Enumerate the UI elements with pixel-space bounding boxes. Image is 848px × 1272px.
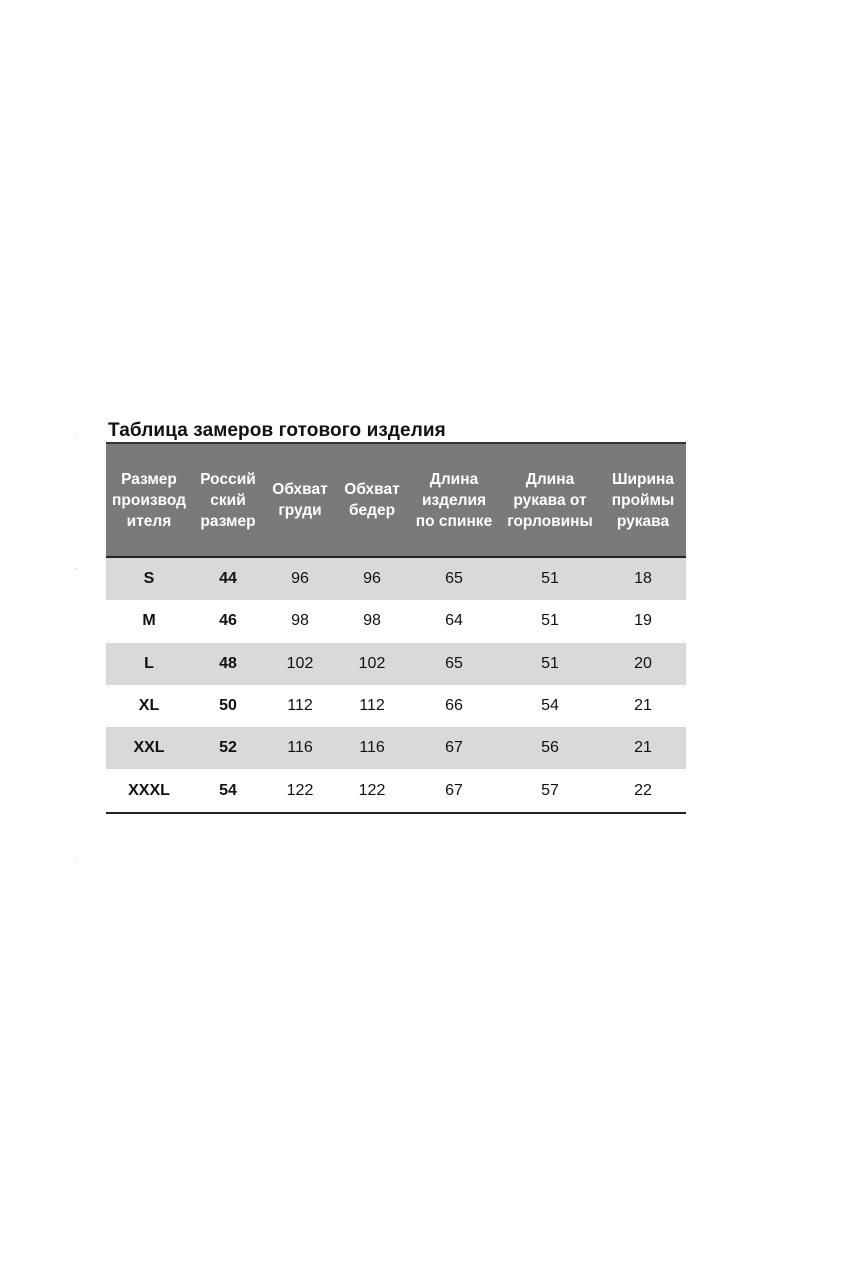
cell-chest-girth: 98 <box>291 612 309 630</box>
cell-chest-girth: 102 <box>264 643 336 685</box>
cell-back-length: 66 <box>445 697 463 715</box>
cell-russian-size: 54 <box>192 769 264 812</box>
cell-hip-girth: 112 <box>359 697 385 715</box>
cell-armhole-width: 22 <box>600 769 686 812</box>
header-row <box>106 443 686 557</box>
cell-chest-girth: 96 <box>264 557 336 600</box>
header-back-length: Длина изделия по спинке <box>408 443 500 557</box>
cell-armhole-width: 18 <box>600 557 686 600</box>
cell-chest-girth: 116 <box>264 727 336 769</box>
cell-back-length: 65 <box>408 557 500 600</box>
cell-russian-size: 44 <box>192 557 264 600</box>
cell-chest-girth: 122 <box>264 769 336 812</box>
cell-hip-girth: 116 <box>336 727 408 769</box>
cell-armhole-width: 20 <box>600 643 686 685</box>
header-sleeve-length: Длина рукава от горловины <box>500 443 600 557</box>
cell-hip-girth: 102 <box>336 643 408 685</box>
cell-manufacturer-size: XXXL <box>106 769 192 812</box>
header-chest-girth: Обхват груди <box>264 443 336 557</box>
header-hip-girth: Обхват бедер <box>336 443 408 557</box>
table-row <box>106 727 686 769</box>
cell-manufacturer-size: M <box>142 612 156 630</box>
cell-sleeve-length: 51 <box>541 612 559 630</box>
table-title: Таблица замеров готового изделия <box>108 420 446 441</box>
table-row <box>106 769 686 812</box>
cell-armhole-width: 19 <box>634 612 652 630</box>
cell-russian-size: 48 <box>192 643 264 685</box>
scan-speck <box>76 568 77 569</box>
cell-armhole-width: 21 <box>634 697 652 715</box>
table-row <box>106 600 686 642</box>
table-row <box>106 643 686 685</box>
cell-manufacturer-size: S <box>106 557 192 600</box>
cell-chest-girth: 112 <box>287 697 313 715</box>
cell-manufacturer-size: L <box>106 643 192 685</box>
cell-sleeve-length: 51 <box>500 557 600 600</box>
measurements-table <box>106 442 686 814</box>
cell-hip-girth: 96 <box>336 557 408 600</box>
cell-sleeve-length: 56 <box>500 727 600 769</box>
cell-russian-size: 52 <box>192 727 264 769</box>
cell-russian-size: 50 <box>219 697 237 715</box>
scan-speck <box>76 858 77 859</box>
cell-russian-size: 46 <box>219 612 237 630</box>
header-armhole-width: Ширина проймы рукава <box>600 443 686 557</box>
cell-manufacturer-size: XL <box>138 697 160 715</box>
cell-back-length: 67 <box>408 769 500 812</box>
cell-back-length: 64 <box>445 612 463 630</box>
cell-manufacturer-size: XXL <box>106 727 192 769</box>
cell-back-length: 67 <box>408 727 500 769</box>
scan-speck <box>76 437 77 438</box>
table-row <box>106 557 686 600</box>
cell-hip-girth: 122 <box>336 769 408 812</box>
cell-sleeve-length: 54 <box>541 697 559 715</box>
cell-hip-girth: 98 <box>363 612 381 630</box>
cell-armhole-width: 21 <box>600 727 686 769</box>
cell-sleeve-length: 57 <box>500 769 600 812</box>
header-manufacturer-size: Размер производ ителя <box>106 443 192 557</box>
header-russian-size: Россий ский размер <box>192 443 264 557</box>
table-row <box>106 685 686 727</box>
cell-back-length: 65 <box>408 643 500 685</box>
cell-sleeve-length: 51 <box>500 643 600 685</box>
